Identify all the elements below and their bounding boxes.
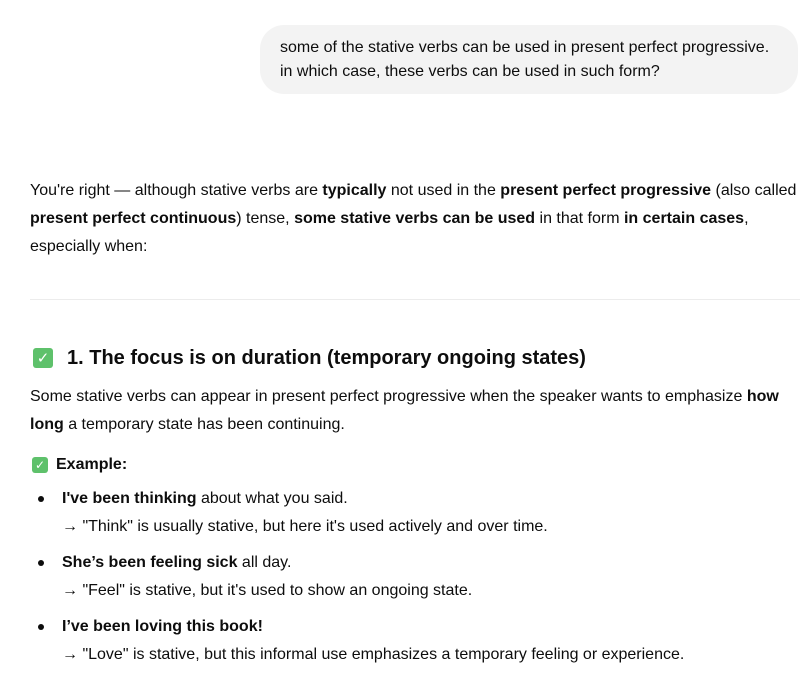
section-heading-text: 1. The focus is on duration (temporary ongoing states) (67, 346, 586, 369)
intro-text-2: not used in the (386, 182, 501, 199)
example-explanation: → "Feel" is stative, but it's used to show an ongoing state. (62, 582, 473, 599)
section-divider (30, 299, 800, 300)
example-label-text: Example: (56, 456, 128, 473)
check-mark-icon: ✓ (33, 348, 53, 368)
example-sentence (62, 549, 800, 577)
list-item (30, 549, 800, 605)
section-body-bold: how long (30, 388, 779, 433)
intro-bold-2: present perfect progressive (500, 182, 712, 199)
user-message-text: some of the stative verbs can be used in present perfect progressive. in which case, these verbs can be used in such form? (280, 39, 770, 80)
section-body-text-1: Some stative verbs can appear in present perfect progressive when the speaker wants to emphasize (30, 388, 747, 405)
section-body-text-2: a temporary state has been continuing. (63, 416, 345, 433)
section-body (30, 383, 800, 439)
bullet-icon (38, 496, 44, 502)
section-heading (30, 343, 800, 373)
user-message-bubble (260, 25, 798, 94)
example-label (30, 451, 800, 479)
intro-bold-5: in certain cases (623, 210, 745, 227)
intro-text-5: in that form (535, 210, 624, 227)
example-explanation: → "Think" is usually stative, but here it's used actively and over time. (62, 518, 548, 535)
intro-text-4: ) tense, (236, 210, 295, 227)
bullet-icon (38, 560, 44, 566)
intro-text-6: , especially when: (30, 210, 749, 255)
example-bold: I've been thinking (62, 490, 197, 507)
list-item (30, 485, 800, 541)
bullet-icon (38, 624, 44, 630)
example-rest: about what you said. (196, 490, 348, 507)
check-mark-icon: ✓ (32, 457, 48, 473)
example-rest: all day. (237, 554, 292, 571)
example-sentence (62, 613, 800, 641)
intro-bold-1: typically (322, 182, 387, 199)
intro-text-1: You're right — although stative verbs are (30, 182, 323, 199)
example-bold: She’s been feeling sick (62, 554, 238, 571)
assistant-message (30, 177, 800, 677)
intro-bold-4: some stative verbs can be used (294, 210, 536, 227)
intro-text-3: (also called (711, 182, 797, 199)
example-sentence (62, 485, 800, 513)
intro-paragraph (30, 177, 800, 261)
example-explanation: → "Love" is stative, but this informal use emphasizes a temporary feeling or experience. (62, 646, 685, 663)
list-item (30, 613, 800, 669)
example-bold: I’ve been loving this book! (62, 618, 263, 635)
intro-bold-3: present perfect continuous (30, 210, 237, 227)
example-list (30, 485, 800, 669)
